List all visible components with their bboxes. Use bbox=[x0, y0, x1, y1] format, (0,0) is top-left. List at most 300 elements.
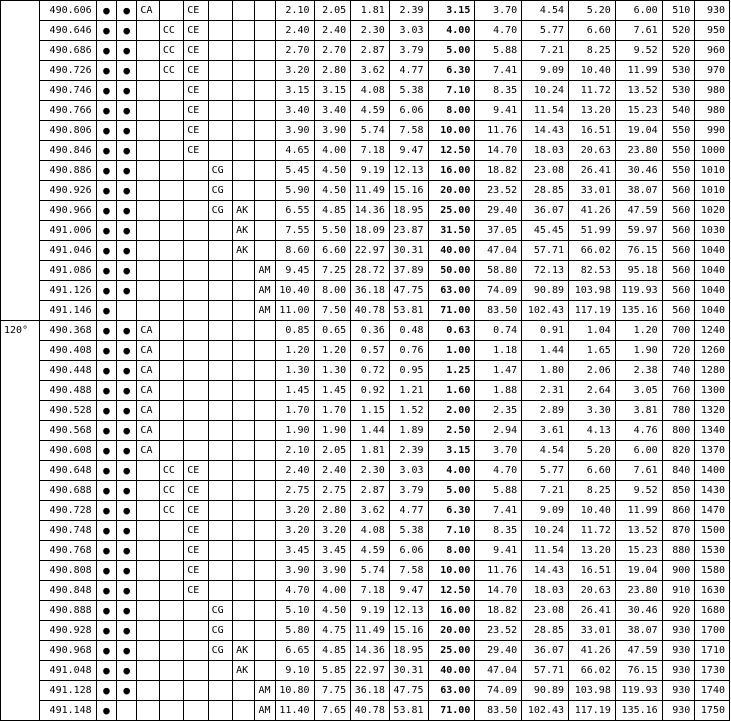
dot-marker: ● bbox=[96, 581, 116, 601]
table-row bbox=[1, 581, 730, 601]
part-code: 491.048 bbox=[39, 661, 96, 681]
dot-marker: ● bbox=[117, 41, 137, 61]
flag-cell bbox=[255, 421, 275, 441]
dot-marker: ● bbox=[117, 641, 137, 661]
value-cell: 850 bbox=[662, 481, 695, 501]
flag-cell bbox=[159, 441, 183, 461]
flag-cell: CE bbox=[184, 101, 208, 121]
value-cell: 23.08 bbox=[522, 601, 569, 621]
value-cell: 9.09 bbox=[522, 61, 569, 81]
value-cell: 1.52 bbox=[389, 401, 428, 421]
table-row bbox=[1, 261, 730, 281]
table-row bbox=[1, 121, 730, 141]
flag-cell bbox=[255, 61, 275, 81]
value-cell: 5.85 bbox=[314, 661, 351, 681]
value-cell: 930 bbox=[662, 701, 695, 721]
flag-cell bbox=[255, 621, 275, 641]
value-cell: 0.48 bbox=[389, 321, 428, 341]
value-cell: 8.35 bbox=[475, 521, 522, 541]
value-cell: 8.35 bbox=[475, 81, 522, 101]
value-cell: 7.21 bbox=[522, 41, 569, 61]
flag-cell bbox=[137, 621, 159, 641]
flag-cell bbox=[255, 521, 275, 541]
flag-cell bbox=[184, 681, 208, 701]
flag-cell bbox=[137, 301, 159, 321]
dot-marker: ● bbox=[96, 261, 116, 281]
value-cell: 2.94 bbox=[475, 421, 522, 441]
value-cell: 5.45 bbox=[275, 161, 314, 181]
part-code: 490.368 bbox=[39, 321, 96, 341]
value-cell: 930 bbox=[662, 621, 695, 641]
value-cell: 930 bbox=[662, 641, 695, 661]
value-cell: 1.65 bbox=[569, 341, 616, 361]
flag-cell: AM bbox=[255, 281, 275, 301]
dot-marker: ● bbox=[96, 541, 116, 561]
value-cell: 540 bbox=[662, 101, 695, 121]
value-cell: 900 bbox=[662, 561, 695, 581]
value-cell: 12.13 bbox=[389, 161, 428, 181]
value-cell: 14.70 bbox=[475, 141, 522, 161]
flag-cell bbox=[233, 121, 255, 141]
flag-cell: AK bbox=[233, 661, 255, 681]
value-cell: 800 bbox=[662, 421, 695, 441]
flag-cell: CA bbox=[137, 381, 159, 401]
value-cell: 2.80 bbox=[314, 61, 351, 81]
flag-cell bbox=[233, 621, 255, 641]
value-cell: 2.40 bbox=[314, 461, 351, 481]
value-cell: 820 bbox=[662, 441, 695, 461]
value-cell: 4.13 bbox=[569, 421, 616, 441]
value-cell: 3.20 bbox=[275, 61, 314, 81]
flag-cell: CG bbox=[208, 601, 232, 621]
flag-cell bbox=[208, 581, 232, 601]
value-cell: 23.80 bbox=[615, 581, 662, 601]
value-cell: 1470 bbox=[695, 501, 730, 521]
value-cell: 560 bbox=[662, 281, 695, 301]
flag-cell: AM bbox=[255, 701, 275, 721]
value-cell: 29.40 bbox=[475, 201, 522, 221]
value-cell: 18.95 bbox=[389, 201, 428, 221]
flag-cell bbox=[159, 361, 183, 381]
value-cell: 102.43 bbox=[522, 701, 569, 721]
flag-cell bbox=[184, 241, 208, 261]
flag-cell: CG bbox=[208, 181, 232, 201]
value-cell: 4.00 bbox=[428, 461, 475, 481]
value-cell: 2.87 bbox=[351, 41, 390, 61]
value-cell: 1710 bbox=[695, 641, 730, 661]
flag-cell: CC bbox=[159, 481, 183, 501]
flag-cell bbox=[159, 321, 183, 341]
value-cell: 0.92 bbox=[351, 381, 390, 401]
value-cell: 45.45 bbox=[522, 221, 569, 241]
value-cell: 72.13 bbox=[522, 261, 569, 281]
value-cell: 7.55 bbox=[275, 221, 314, 241]
value-cell: 95.18 bbox=[615, 261, 662, 281]
value-cell: 19.04 bbox=[615, 121, 662, 141]
value-cell: 3.03 bbox=[389, 21, 428, 41]
value-cell: 7.18 bbox=[351, 141, 390, 161]
value-cell: 1370 bbox=[695, 441, 730, 461]
dot-marker: ● bbox=[117, 161, 137, 181]
value-cell: 7.58 bbox=[389, 561, 428, 581]
flag-cell bbox=[233, 81, 255, 101]
value-cell: 0.57 bbox=[351, 341, 390, 361]
value-cell: 6.06 bbox=[389, 541, 428, 561]
value-cell: 1750 bbox=[695, 701, 730, 721]
value-cell: 13.52 bbox=[615, 521, 662, 541]
flag-cell: CC bbox=[159, 61, 183, 81]
value-cell: 47.04 bbox=[475, 661, 522, 681]
value-cell: 1000 bbox=[695, 141, 730, 161]
value-cell: 40.00 bbox=[428, 241, 475, 261]
value-cell: 59.97 bbox=[615, 221, 662, 241]
part-code: 491.046 bbox=[39, 241, 96, 261]
value-cell: 4.70 bbox=[475, 21, 522, 41]
value-cell: 1.81 bbox=[351, 1, 390, 21]
value-cell: 2.35 bbox=[475, 401, 522, 421]
flag-cell: CC bbox=[159, 461, 183, 481]
value-cell: 47.59 bbox=[615, 641, 662, 661]
flag-cell bbox=[137, 521, 159, 541]
part-code: 490.968 bbox=[39, 641, 96, 661]
value-cell: 40.78 bbox=[351, 301, 390, 321]
value-cell: 119.93 bbox=[615, 681, 662, 701]
flag-cell bbox=[233, 1, 255, 21]
value-cell: 1010 bbox=[695, 181, 730, 201]
value-cell: 3.40 bbox=[314, 101, 351, 121]
table-row bbox=[1, 341, 730, 361]
dot-marker: ● bbox=[96, 501, 116, 521]
value-cell: 13.20 bbox=[569, 101, 616, 121]
flag-cell bbox=[184, 221, 208, 241]
table-row bbox=[1, 201, 730, 221]
value-cell: 0.63 bbox=[428, 321, 475, 341]
flag-cell bbox=[233, 301, 255, 321]
value-cell: 1030 bbox=[695, 221, 730, 241]
value-cell: 4.00 bbox=[314, 581, 351, 601]
flag-cell bbox=[255, 501, 275, 521]
dot-marker: ● bbox=[96, 41, 116, 61]
value-cell: 74.09 bbox=[475, 681, 522, 701]
flag-cell bbox=[208, 481, 232, 501]
dot-marker: ● bbox=[117, 281, 137, 301]
flag-cell bbox=[208, 701, 232, 721]
value-cell: 16.51 bbox=[569, 121, 616, 141]
value-cell: 930 bbox=[695, 1, 730, 21]
value-cell: 16.00 bbox=[428, 601, 475, 621]
value-cell: 4.50 bbox=[314, 161, 351, 181]
angle-label: 120° bbox=[1, 321, 40, 721]
value-cell: 970 bbox=[695, 61, 730, 81]
value-cell: 18.03 bbox=[522, 141, 569, 161]
value-cell: 14.43 bbox=[522, 561, 569, 581]
value-cell: 1.90 bbox=[314, 421, 351, 441]
flag-cell: CA bbox=[137, 441, 159, 461]
flag-cell bbox=[233, 361, 255, 381]
flag-cell bbox=[159, 421, 183, 441]
table-row bbox=[1, 61, 730, 81]
dot-marker: ● bbox=[117, 321, 137, 341]
value-cell: 3.20 bbox=[314, 521, 351, 541]
dot-marker: ● bbox=[117, 61, 137, 81]
table-row bbox=[1, 1, 730, 21]
value-cell: 6.65 bbox=[275, 641, 314, 661]
value-cell: 12.50 bbox=[428, 581, 475, 601]
value-cell: 980 bbox=[695, 81, 730, 101]
value-cell: 1020 bbox=[695, 201, 730, 221]
value-cell: 23.80 bbox=[615, 141, 662, 161]
flag-cell bbox=[255, 101, 275, 121]
value-cell: 9.41 bbox=[475, 101, 522, 121]
value-cell: 2.06 bbox=[569, 361, 616, 381]
value-cell: 930 bbox=[662, 681, 695, 701]
value-cell: 103.98 bbox=[569, 681, 616, 701]
value-cell: 11.72 bbox=[569, 81, 616, 101]
value-cell: 2.70 bbox=[314, 41, 351, 61]
flag-cell bbox=[208, 141, 232, 161]
value-cell: 0.74 bbox=[475, 321, 522, 341]
value-cell: 76.15 bbox=[615, 661, 662, 681]
part-code: 490.646 bbox=[39, 21, 96, 41]
value-cell: 4.70 bbox=[275, 581, 314, 601]
table-row bbox=[1, 601, 730, 621]
value-cell: 5.50 bbox=[314, 221, 351, 241]
value-cell: 1.90 bbox=[615, 341, 662, 361]
value-cell: 9.10 bbox=[275, 661, 314, 681]
value-cell: 31.50 bbox=[428, 221, 475, 241]
value-cell: 9.52 bbox=[615, 41, 662, 61]
value-cell: 14.43 bbox=[522, 121, 569, 141]
flag-cell bbox=[159, 301, 183, 321]
value-cell: 10.24 bbox=[522, 521, 569, 541]
value-cell: 7.61 bbox=[615, 21, 662, 41]
flag-cell bbox=[159, 181, 183, 201]
table-row bbox=[1, 441, 730, 461]
value-cell: 1500 bbox=[695, 521, 730, 541]
value-cell: 30.31 bbox=[389, 661, 428, 681]
value-cell: 1580 bbox=[695, 561, 730, 581]
dot-marker: ● bbox=[96, 101, 116, 121]
value-cell: 1.30 bbox=[275, 361, 314, 381]
value-cell: 1.80 bbox=[522, 361, 569, 381]
flag-cell bbox=[184, 361, 208, 381]
flag-cell bbox=[184, 281, 208, 301]
value-cell: 11.99 bbox=[615, 501, 662, 521]
flag-cell bbox=[184, 441, 208, 461]
flag-cell bbox=[184, 341, 208, 361]
flag-cell bbox=[233, 441, 255, 461]
flag-cell bbox=[159, 621, 183, 641]
value-cell: 20.00 bbox=[428, 621, 475, 641]
value-cell: 41.26 bbox=[569, 641, 616, 661]
part-code: 491.128 bbox=[39, 681, 96, 701]
dot-marker: ● bbox=[96, 621, 116, 641]
value-cell: 14.36 bbox=[351, 201, 390, 221]
value-cell: 6.60 bbox=[314, 241, 351, 261]
dot-marker: ● bbox=[96, 21, 116, 41]
flag-cell bbox=[255, 481, 275, 501]
flag-cell bbox=[137, 241, 159, 261]
dot-marker: ● bbox=[117, 201, 137, 221]
value-cell: 15.16 bbox=[389, 181, 428, 201]
flag-cell: CC bbox=[159, 501, 183, 521]
flag-cell bbox=[159, 401, 183, 421]
flag-cell bbox=[208, 401, 232, 421]
flag-cell bbox=[159, 101, 183, 121]
value-cell: 18.03 bbox=[522, 581, 569, 601]
flag-cell bbox=[159, 681, 183, 701]
value-cell: 3.62 bbox=[351, 501, 390, 521]
part-code: 490.806 bbox=[39, 121, 96, 141]
value-cell: 135.16 bbox=[615, 301, 662, 321]
value-cell: 3.20 bbox=[275, 521, 314, 541]
value-cell: 3.45 bbox=[314, 541, 351, 561]
flag-cell: AM bbox=[255, 261, 275, 281]
table-row bbox=[1, 281, 730, 301]
value-cell: 4.76 bbox=[615, 421, 662, 441]
value-cell: 550 bbox=[662, 141, 695, 161]
value-cell: 1680 bbox=[695, 601, 730, 621]
dot-marker: ● bbox=[117, 21, 137, 41]
value-cell: 90.89 bbox=[522, 281, 569, 301]
flag-cell bbox=[255, 461, 275, 481]
part-code: 490.688 bbox=[39, 481, 96, 501]
value-cell: 3.61 bbox=[522, 421, 569, 441]
flag-cell bbox=[159, 281, 183, 301]
value-cell: 53.81 bbox=[389, 301, 428, 321]
value-cell: 5.77 bbox=[522, 461, 569, 481]
flag-cell bbox=[137, 581, 159, 601]
flag-cell bbox=[137, 101, 159, 121]
flag-cell bbox=[184, 321, 208, 341]
flag-cell bbox=[184, 401, 208, 421]
flag-cell bbox=[255, 641, 275, 661]
value-cell: 2.30 bbox=[351, 461, 390, 481]
value-cell: 22.97 bbox=[351, 661, 390, 681]
value-cell: 2.39 bbox=[389, 441, 428, 461]
table-row bbox=[1, 381, 730, 401]
flag-cell bbox=[184, 661, 208, 681]
table-row bbox=[1, 541, 730, 561]
flag-cell: CE bbox=[184, 21, 208, 41]
value-cell: 37.89 bbox=[389, 261, 428, 281]
value-cell: 5.77 bbox=[522, 21, 569, 41]
value-cell: 16.51 bbox=[569, 561, 616, 581]
part-code: 490.528 bbox=[39, 401, 96, 421]
flag-cell: CE bbox=[184, 61, 208, 81]
table-row bbox=[1, 81, 730, 101]
dot-marker: ● bbox=[96, 281, 116, 301]
flag-cell bbox=[233, 561, 255, 581]
value-cell: 14.36 bbox=[351, 641, 390, 661]
flag-cell bbox=[208, 661, 232, 681]
value-cell: 7.10 bbox=[428, 81, 475, 101]
flag-cell bbox=[137, 41, 159, 61]
part-code: 490.606 bbox=[39, 1, 96, 21]
value-cell: 560 bbox=[662, 221, 695, 241]
flag-cell bbox=[255, 181, 275, 201]
value-cell: 2.75 bbox=[275, 481, 314, 501]
value-cell: 11.49 bbox=[351, 181, 390, 201]
value-cell: 860 bbox=[662, 501, 695, 521]
value-cell: 18.95 bbox=[389, 641, 428, 661]
value-cell: 1.90 bbox=[275, 421, 314, 441]
flag-cell bbox=[208, 1, 232, 21]
flag-cell bbox=[208, 501, 232, 521]
value-cell: 4.85 bbox=[314, 641, 351, 661]
value-cell: 4.08 bbox=[351, 81, 390, 101]
flag-cell bbox=[137, 561, 159, 581]
flag-cell bbox=[233, 581, 255, 601]
flag-cell bbox=[159, 161, 183, 181]
part-code: 490.888 bbox=[39, 601, 96, 621]
flag-cell bbox=[233, 261, 255, 281]
flag-cell bbox=[233, 101, 255, 121]
flag-cell bbox=[255, 601, 275, 621]
value-cell: 2.75 bbox=[314, 481, 351, 501]
value-cell: 4.50 bbox=[314, 181, 351, 201]
dot-marker: ● bbox=[96, 361, 116, 381]
dot-marker: ● bbox=[96, 121, 116, 141]
value-cell: 2.10 bbox=[275, 441, 314, 461]
value-cell: 1.70 bbox=[275, 401, 314, 421]
dot-marker: ● bbox=[96, 421, 116, 441]
flag-cell bbox=[233, 141, 255, 161]
value-cell: 13.52 bbox=[615, 81, 662, 101]
dot-marker: ● bbox=[96, 441, 116, 461]
dot-marker: ● bbox=[117, 521, 137, 541]
table-row bbox=[1, 521, 730, 541]
value-cell: 37.05 bbox=[475, 221, 522, 241]
dot-marker: ● bbox=[96, 641, 116, 661]
value-cell: 2.40 bbox=[275, 461, 314, 481]
value-cell: 7.65 bbox=[314, 701, 351, 721]
value-cell: 1.00 bbox=[428, 341, 475, 361]
value-cell: 740 bbox=[662, 361, 695, 381]
flag-cell bbox=[255, 661, 275, 681]
value-cell: 9.52 bbox=[615, 481, 662, 501]
value-cell: 4.70 bbox=[475, 461, 522, 481]
flag-cell bbox=[159, 201, 183, 221]
flag-cell: CA bbox=[137, 361, 159, 381]
flag-cell bbox=[137, 701, 159, 721]
value-cell: 10.24 bbox=[522, 81, 569, 101]
value-cell: 2.64 bbox=[569, 381, 616, 401]
value-cell: 560 bbox=[662, 241, 695, 261]
flag-cell bbox=[137, 221, 159, 241]
value-cell: 38.07 bbox=[615, 621, 662, 641]
dot-marker: ● bbox=[96, 561, 116, 581]
value-cell: 25.00 bbox=[428, 641, 475, 661]
flag-cell bbox=[233, 601, 255, 621]
value-cell: 2.50 bbox=[428, 421, 475, 441]
value-cell: 990 bbox=[695, 121, 730, 141]
value-cell: 2.40 bbox=[314, 21, 351, 41]
flag-cell bbox=[255, 341, 275, 361]
dot-marker bbox=[117, 301, 137, 321]
flag-cell: CA bbox=[137, 321, 159, 341]
flag-cell bbox=[233, 521, 255, 541]
value-cell: 29.40 bbox=[475, 641, 522, 661]
flag-cell bbox=[208, 441, 232, 461]
flag-cell: AK bbox=[233, 221, 255, 241]
flag-cell bbox=[159, 521, 183, 541]
part-code: 491.006 bbox=[39, 221, 96, 241]
value-cell: 0.72 bbox=[351, 361, 390, 381]
table-row bbox=[1, 501, 730, 521]
value-cell: 1740 bbox=[695, 681, 730, 701]
value-cell: 11.54 bbox=[522, 101, 569, 121]
